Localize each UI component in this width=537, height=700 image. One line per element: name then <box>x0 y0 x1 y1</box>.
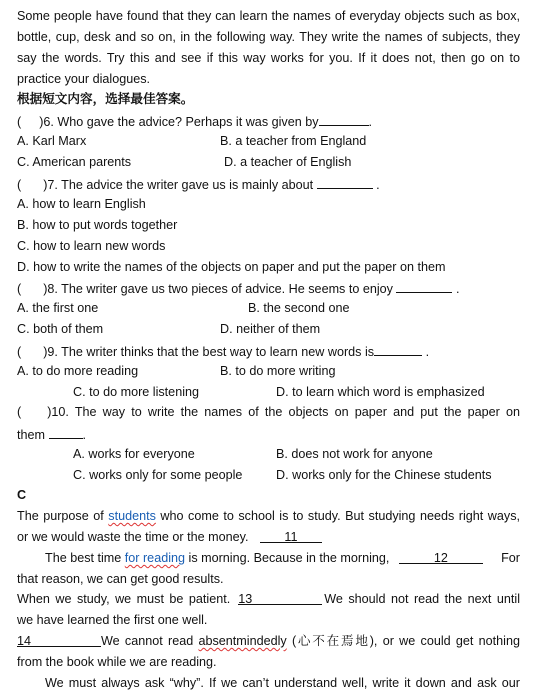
passage-c-line-4: that reason, we can get good results. <box>17 572 224 586</box>
blank-11: 11 <box>260 528 322 543</box>
word-for-reading: for reading <box>124 551 186 565</box>
blank-14: 14 <box>17 632 101 647</box>
passage-c-line-6: we have learned the first one well. <box>17 613 208 627</box>
option-10a: A. works for everyone <box>73 447 195 461</box>
option-9a: A. to do more reading <box>17 364 139 378</box>
answer-blank <box>374 341 422 356</box>
blank-12: 12 <box>399 549 483 564</box>
option-7a: A. how to learn English <box>17 197 146 211</box>
intro-line-4: practice your dialogues. <box>17 72 151 86</box>
question-7: ( )7. The advice the writer gave us is mainly about . <box>17 174 520 194</box>
option-9d: D. to learn which word is emphasized <box>276 385 485 399</box>
option-10c: C. works only for some people <box>73 468 243 482</box>
option-9b: B. to do more writing <box>220 364 336 378</box>
passage-c-line-8: from the book while we are reading. <box>17 655 217 669</box>
passage-c-line-5: When we study, we must be patient. 13 We should not read the next until <box>17 592 520 606</box>
option-8c: C. both of them <box>17 322 104 336</box>
passage-c-line-9: We must always ask “why”. If we can’t understand well, write it down and ask our <box>45 676 520 690</box>
passage-c-line-1: The purpose of students who come to school is to study. But studying needs right ways, <box>17 509 520 523</box>
option-8a: A. the first one <box>17 301 99 315</box>
word-absentmindedly: absentmindedly <box>198 634 287 648</box>
option-7b: B. how to put words together <box>17 218 178 232</box>
option-6b: B. a teacher from England <box>220 134 367 148</box>
intro-line-1: Some people have found that they can learn the names of everyday objects such as box, <box>17 9 520 23</box>
option-7d: D. how to write the names of the objects on paper and put the paper on them <box>17 260 446 274</box>
option-6c: C. American parents <box>17 155 132 169</box>
intro-line-3: say the words. Try this and see if this way works for you. If it does not, then go on to <box>17 51 520 65</box>
option-7c: C. how to learn new words <box>17 239 166 253</box>
blank-13: 13 <box>238 590 322 605</box>
section-c-label: C <box>17 488 27 502</box>
answer-blank <box>319 111 369 126</box>
answer-blank <box>317 174 373 189</box>
instruction: 根据短文内容，选择最佳答案。 <box>17 92 194 106</box>
question-8: ( )8. The writer gave us two pieces of advice. He seems to enjoy . <box>17 278 520 298</box>
question-10: ( )10. The way to write the names of the objects on paper and put the paper on <box>17 405 520 419</box>
question-6: ( )6. Who gave the advice? Perhaps it was given by . <box>17 111 520 131</box>
option-6d: D. a teacher of English <box>224 155 352 169</box>
intro-line-2: bottle, cup, desk and so on, in the following way. They write the names of subjects, they <box>17 30 520 44</box>
passage-c-line-2: or we would waste the time or the money. 11 <box>17 528 520 546</box>
option-6a: A. Karl Marx <box>17 134 87 148</box>
question-10-cont: them . <box>17 424 520 444</box>
option-8b: B. the second one <box>248 301 350 315</box>
option-10b: B. does not work for anyone <box>276 447 433 461</box>
answer-blank <box>396 278 452 293</box>
passage-c-for: For <box>501 551 520 565</box>
passage-c-line-7: 14 We cannot read absentmindedly (心不在焉地), or we could get nothing <box>17 634 520 648</box>
answer-blank <box>49 424 83 439</box>
word-students: students <box>108 509 156 523</box>
question-9: ( )9. The writer thinks that the best way to learn new words is . <box>17 341 520 361</box>
option-9c: C. to do more listening <box>73 385 199 399</box>
passage-c-line-3: The best time for reading is morning. Because in the morning, 12 <box>45 549 520 567</box>
option-8d: D. neither of them <box>220 322 321 336</box>
option-10d: D. works only for the Chinese students <box>276 468 492 482</box>
